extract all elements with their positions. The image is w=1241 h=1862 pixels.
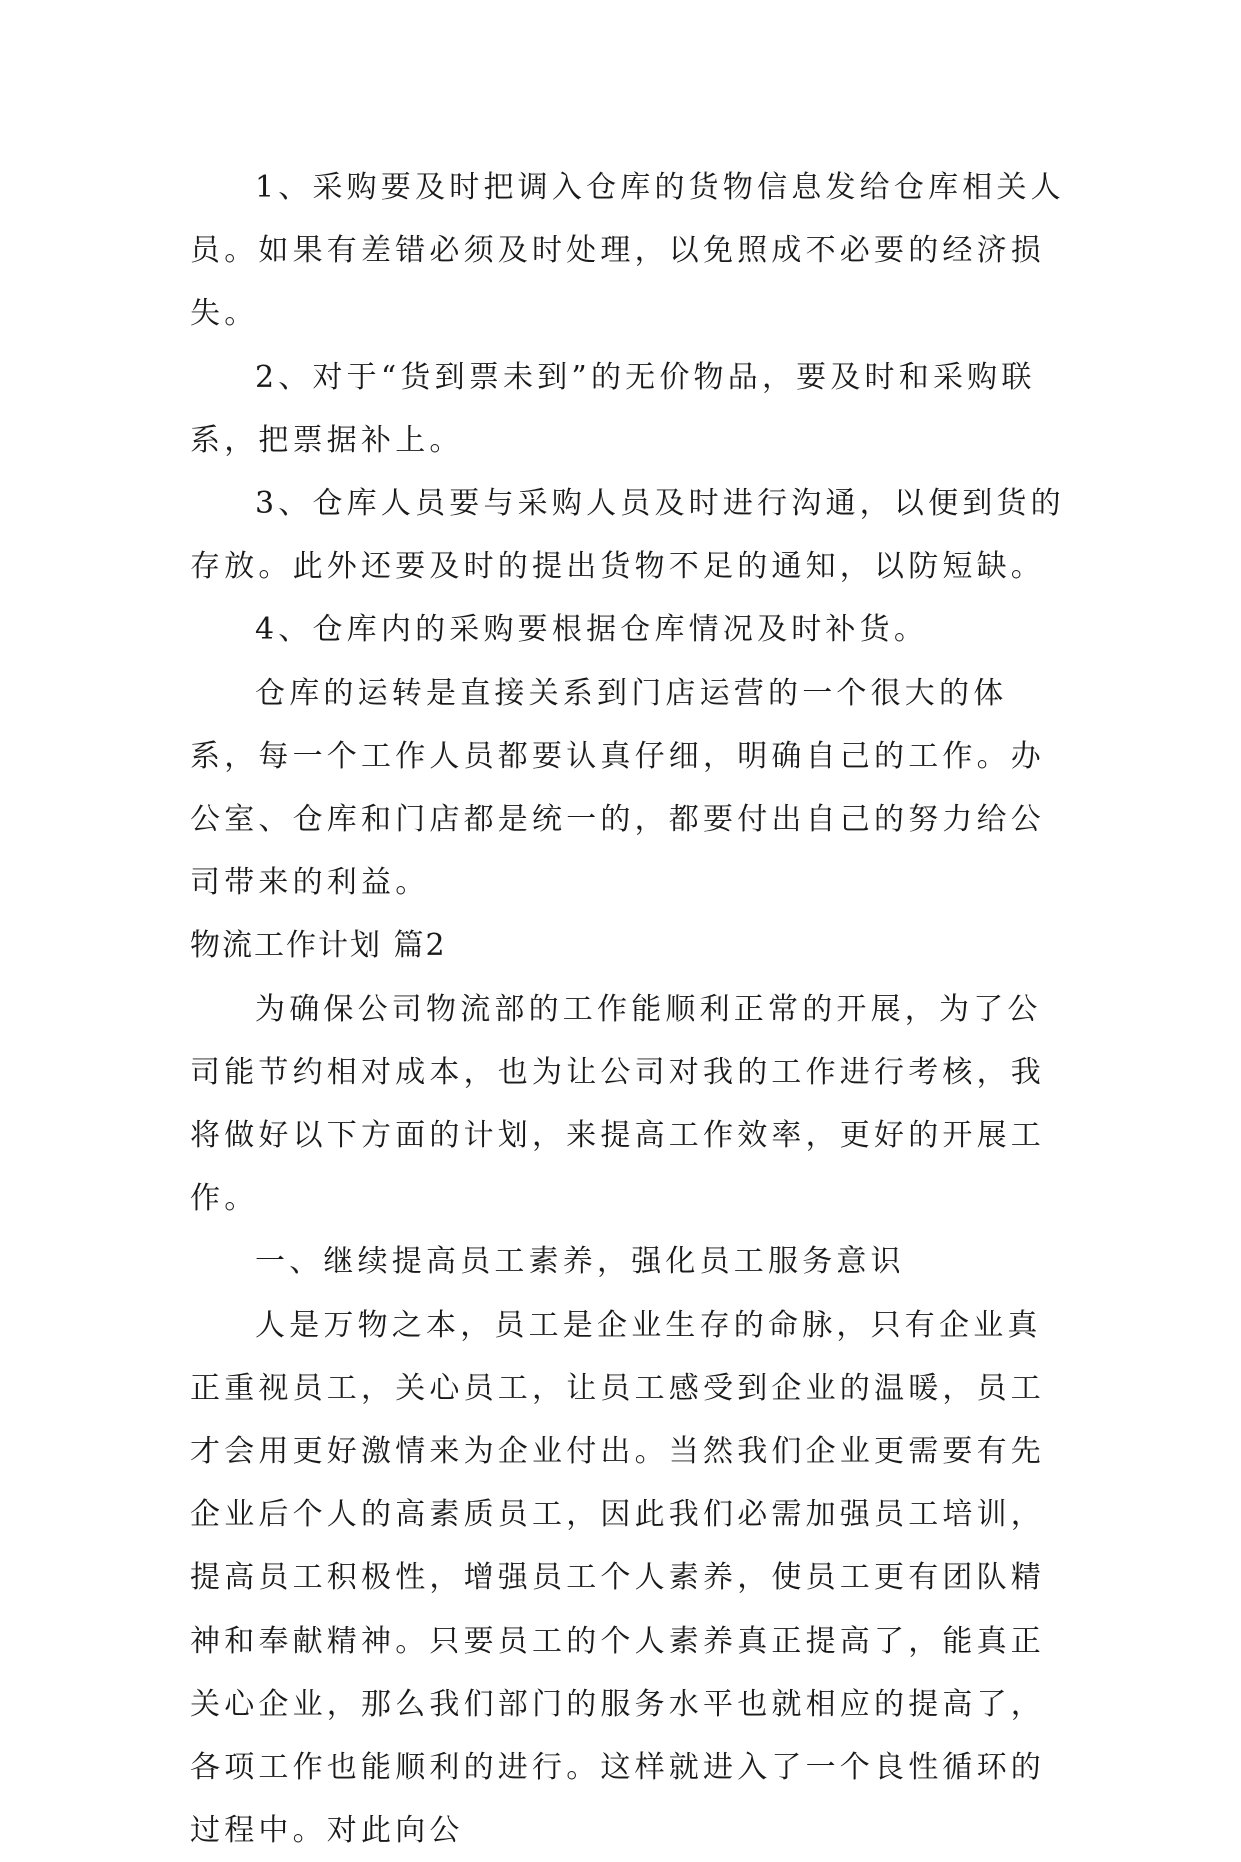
paragraph-2: 2、对于“货到票未到”的无价物品，要及时和采购联系，把票据补上。: [190, 359, 1036, 458]
paragraph-3: 3、仓库人员要与采购人员及时进行沟通，以便到货的存放。此外还要及时的提出货物不足的通知，以防短缺。: [190, 486, 1065, 585]
paragraph-4: 4、仓库内的采购要根据仓库情况及时补货。: [255, 612, 929, 648]
paragraph-6: 为确保公司物流部的工作能顺利正常的开展，为了公司能节约相对成本，也为让公司对我的工作进行考核，我将做好以下方面的计划，来提高工作效率，更好的开展工作。: [190, 991, 1045, 1217]
section-heading: 物流工作计划 篇2: [190, 928, 447, 964]
document-body: [190, 156, 1065, 1862]
paragraph-5: 仓库的运转是直接关系到门店运营的一个很大的体系，每一个工作人员都要认真仔细，明确自己的工作。办公室、仓库和门店都是统一的，都要付出自己的努力给公司带来的利益。: [190, 675, 1045, 901]
paragraph-7: 人是万物之本，员工是企业生存的命脉，只有企业真正重视员工，关心员工，让员工感受到企业的温暖，员工才会用更好激情来为企业付出。当然我们企业更需要有先企业后个人的高素质员工，因此我们必需加强员工培训，提高员工积极性，增强员工个人素养，使员工更有团队精神和奉献精神。只要员工的个人素养真正提高了，能真正关心企业，那么我们部门的服务水平也就相应的提高了，各项工作也能顺利的进行。这样就进入了一个良性循环的过程中。对此向公: [190, 1307, 1045, 1849]
subheading-1: 一、继续提高员工素养，强化员工服务意识: [255, 1244, 905, 1280]
paragraph-1: 1、采购要及时把调入仓库的货物信息发给仓库相关人员。如果有差错必须及时处理，以免照成不必要的经济损失。: [190, 170, 1065, 332]
